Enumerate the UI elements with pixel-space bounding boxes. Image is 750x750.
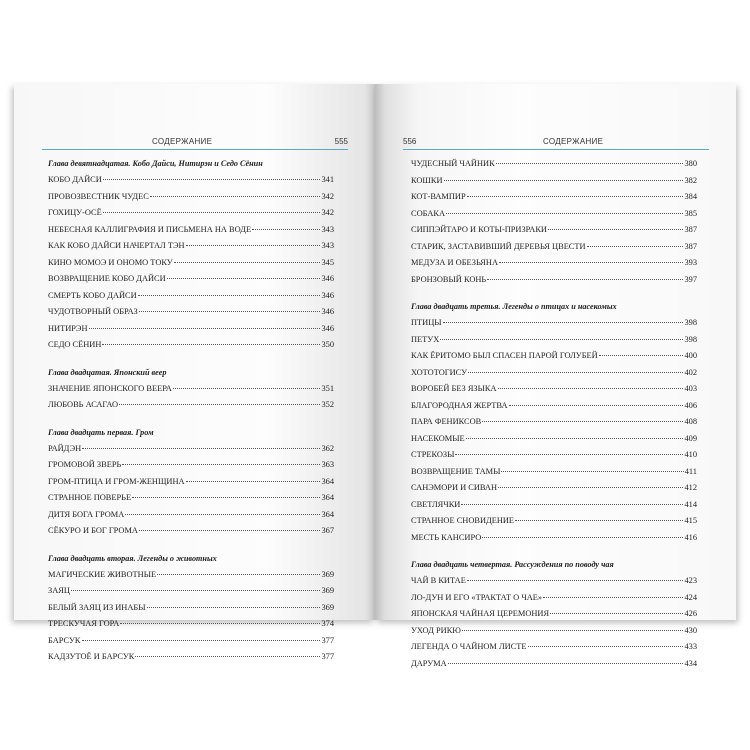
toc-entry-title: ДАРУМА [411,658,447,668]
toc-entry-page: 423 [684,576,697,585]
dot-leader [173,388,321,389]
toc-entry-page: 385 [684,208,697,218]
toc-entry-page: 393 [684,258,697,267]
section-gap [48,354,334,365]
toc-entry-page: 380 [684,159,697,168]
dot-leader [461,504,683,505]
toc-entry-title: МЕДУЗА И ОБЕЗЬЯНА [411,258,498,267]
toc-entry-page: 346 [321,323,334,333]
dot-leader [515,520,683,521]
dot-leader [466,438,684,439]
toc-entry [411,206,697,223]
dot-leader [599,355,684,356]
toc-entry-page: 387 [684,225,697,234]
chapter-heading: Глава двадцать третья. Легенды о птицах и насекомых [411,302,617,311]
dot-leader [498,388,684,389]
toc-entry-title: САНЭМОРИ И СИВАН [411,483,498,492]
toc-entry-page: 374 [321,619,334,628]
toc-entry [48,457,334,474]
toc-entry-page: 346 [321,274,334,283]
toc-list-right [411,156,697,672]
toc-entry [48,649,334,666]
toc-entry-title: СЕДО СЁНИН [48,340,102,349]
toc-entry [411,639,697,656]
toc-entry [48,507,334,524]
toc-entry [411,590,697,607]
toc-entry-title: КОТ-ВАМПИР [411,192,466,201]
dot-leader [467,580,684,581]
toc-entry-page: 414 [684,499,697,509]
toc-entry-page: 430 [684,625,697,635]
dot-leader [135,656,320,657]
toc-entry-title: ПРОВОЗВЕСТНИК ЧУДЕС [48,191,149,201]
dot-leader [102,344,320,345]
running-title: СОДЕРЖАНИЕ [152,137,213,146]
dot-leader [548,229,683,230]
toc-entry [411,348,697,365]
toc-entry-page: 351 [321,383,334,393]
toc-entry [48,523,334,540]
toc-entry-title: БЕЛЫЙ ЗАЯЦ ИЗ ИНАБЫ [48,602,146,612]
page-number: 555 [334,137,348,146]
toc-entry [411,156,697,173]
toc-entry-title: БЛАГОРОДНАЯ ЖЕРТВА [411,400,508,410]
toc-entry [411,530,697,547]
dot-leader [443,322,684,323]
dot-leader [440,339,683,340]
dot-leader [467,196,684,197]
dot-leader [550,613,683,614]
toc-entry-title: НИТИРЭН [48,323,88,333]
toc-entry [411,381,697,398]
toc-entry-page: 387 [684,241,697,251]
toc-entry-title: ЗНАЧЕНИЕ ЯПОНСКОГО ВЕЕРА [48,383,172,393]
toc-entry [411,365,697,382]
toc-entry [411,315,697,332]
toc-entry [48,474,334,491]
toc-entry [411,447,697,464]
dot-leader [139,311,321,312]
toc-entry-page: 346 [321,307,334,316]
toc-entry-title: ВОЗВРАЩЕНИЕ КОБО ДАЙСИ [48,274,166,283]
dot-leader [499,262,683,263]
dot-leader [103,179,321,180]
toc-entry-title: КИНО МОМОЭ И ОНОМО ТОКУ [48,257,173,267]
toc-entry-title: ЯПОНСКАЯ ЧАЙНАЯ ЦЕРЕМОНИЯ [411,609,550,618]
toc-entry-page: 412 [684,483,697,492]
toc-entry-page: 416 [684,532,697,542]
toc-entry-page: 384 [684,192,697,201]
dot-leader [186,245,321,246]
toc-entry [48,381,334,398]
toc-entry-page: 341 [321,175,334,184]
section-gap [48,540,334,551]
toc-entry-page: 382 [684,175,697,185]
dot-leader [138,295,321,296]
toc-entry-page: 415 [684,516,697,525]
toc-entry-page: 343 [321,224,334,234]
toc-entry [48,337,334,354]
toc-entry-title: УХОД РИКЮ [411,625,461,635]
toc-entry-title: СВЕТЛЯЧКИ [411,499,461,509]
toc-entry [411,189,697,206]
toc-entry-page: 402 [684,367,697,377]
toc-entry-title: ПТИЦЫ [411,318,442,327]
toc-entry [48,304,334,321]
toc-entry-title: МАГИЧЕСКИЕ ЖИВОТНЫЕ [48,569,157,579]
toc-entry [48,255,334,272]
toc-entry-title: СТАРИК, ЗАСТАВИВШИЙ ДЕРЕВЬЯ ЦВЕСТИ [411,241,586,251]
toc-entry-title: ЛЕГЕНДА О ЧАЙНОМ ЛИСТЕ [411,642,527,651]
toc-entry-page: 346 [321,290,334,300]
toc-entry-title: СМЕРТЬ КОБО ДАЙСИ [48,290,137,300]
toc-entry-page: 345 [321,257,334,267]
toc-entry-page: 364 [321,493,334,502]
dot-leader [498,487,683,488]
toc-entry-page: 364 [321,509,334,519]
toc-entry-title: РАЙДЭН [48,443,82,453]
toc-entry-title: ЛЮБОВЬ АСАГАО [48,400,119,409]
toc-entry [48,583,334,600]
toc-entry-page: 363 [321,460,334,469]
toc-entry-title: СИППЭЙТАРО И КОТЫ-ПРИЗРАКИ [411,225,547,234]
dot-leader [482,537,683,538]
toc-entry [411,255,697,272]
toc-entry-page: 369 [321,586,334,595]
toc-entry [48,288,334,305]
toc-entry-title: ГРОМОВОЙ ЗВЕРЬ [48,460,122,469]
dot-leader [444,180,684,181]
toc-entry-title: КАДЗУТОЁ И БАРСУК [48,652,135,661]
toc-entry [48,172,334,189]
toc-entry [411,606,697,623]
toc-entry-page: 367 [321,526,334,535]
toc-entry [48,205,334,222]
toc-entry-title: ВОЗВРАЩЕНИЕ ТАМЫ [411,466,501,476]
toc-entry-title: СЁКУРО И БОГ ГРОМА [48,526,138,535]
toc-entry [48,189,334,206]
toc-entry-page: 377 [321,652,334,661]
toc-entry-title: СОБАКА [411,208,446,218]
toc-entry-title: ЛО-ДУН И ЕГО «ТРАКТАТ О ЧАЕ» [411,592,543,602]
toc-entry-page: 362 [321,443,334,453]
dot-leader [543,597,683,598]
chapter-heading: Глава двадцатая. Японский веер [48,367,167,377]
toc-entry [411,431,697,448]
toc-entry [48,222,334,239]
dot-leader [132,497,320,498]
toc-entry [411,497,697,514]
dot-leader [446,213,683,214]
toc-entry-title: МЕСТЬ КАНСИРО [411,532,482,542]
toc-entry-page: 342 [321,208,334,217]
dot-leader [139,530,320,531]
toc-entry-page: 403 [684,384,697,393]
dot-leader [122,464,320,465]
toc-entry-title: КОШКИ [411,175,443,185]
right-page [375,84,736,668]
dot-leader [119,404,320,405]
toc-entry [411,332,697,349]
dot-leader [496,163,684,164]
chapter-heading: Глава двадцать вторая. Легенды о животных [48,553,217,563]
toc-entry [411,272,697,289]
toc-entry [411,623,697,640]
toc-entry-title: ЗАЯЦ [48,586,70,595]
dot-leader [147,607,321,608]
toc-entry-page: 408 [684,417,697,426]
toc-entry [411,239,697,256]
toc-entry [411,398,697,415]
toc-entry-page: 352 [321,400,334,409]
chapter-heading: Глава двадцать первая. Гром [48,427,154,437]
toc-entry-title: ГРОМ-ПТИЦА И ГРОМ-ЖЕНЩИНА [48,476,185,486]
toc-entry-page: 424 [684,592,697,602]
toc-entry-title: БАРСУК [48,635,81,645]
dot-leader [167,278,321,279]
dot-leader [487,279,683,280]
toc-entry [48,238,334,255]
section-gap [411,288,697,299]
dot-leader [120,623,320,624]
toc-entry-title: КАК КОБО ДАЙСИ НАЧЕРТАЛ ТЭН [48,241,185,250]
left-page [14,84,375,661]
toc-entry-page: 369 [321,569,334,579]
toc-entry-title: КОБО ДАЙСИ [48,175,102,184]
section-gap [48,414,334,425]
toc-entry-title: ДИТЯ БОГА ГРОМА [48,509,125,519]
toc-entry-page: 426 [684,609,697,618]
toc-entry-title: ЧУДОТВОРНЫЙ ОБРАЗ [48,307,138,316]
toc-entry-title: ГОХИЦУ-ОСЁ [48,208,102,217]
toc-entry-title: НЕБЕСНАЯ КАЛЛИГРАФИЯ И ПИСЬМЕНА НА ВОДЕ [48,224,252,234]
running-title: СОДЕРЖАНИЕ [543,137,604,146]
toc-entry [411,414,697,431]
dot-leader [82,448,320,449]
section-gap [411,546,697,557]
toc-entry-title: КАК ЁРИТОМО БЫЛ СПАСЕН ПАРОЙ ГОЛУБЕЙ [411,351,598,360]
open-book [14,84,736,668]
toc-entry-page: 377 [321,635,334,645]
dot-leader [448,663,684,664]
toc-entry-title: ПАРА ФЕНИКСОВ [411,417,482,426]
dot-leader [462,630,684,631]
toc-entry-page: 397 [684,274,697,284]
toc-entry-page: 400 [684,351,697,360]
dot-leader [125,514,320,515]
toc-entry [48,397,334,414]
toc-entry-title: ХОТОТОГИСУ [411,367,468,377]
toc-entry-page: 433 [684,642,697,651]
dot-leader [71,590,321,591]
toc-entry-page: 342 [321,191,334,201]
dot-leader [150,196,321,197]
toc-entry-title: ВОРОБЕЙ БЕЗ ЯЗЫКА [411,384,497,393]
toc-entry [48,633,334,650]
toc-entry [48,271,334,288]
dot-leader [455,454,683,455]
dot-leader [103,212,321,213]
toc-entry-page: 350 [321,340,334,349]
toc-entry-page: 406 [684,400,697,410]
right-page-header [403,136,709,150]
toc-entry [411,464,697,481]
toc-entry-page: 411 [684,466,697,476]
toc-entry-title: ЧУДЕСНЫЙ ЧАЙНИК [411,159,495,168]
toc-entry-title: БРОНЗОВЫЙ КОНЬ [411,274,487,284]
toc-entry-page: 343 [321,241,334,250]
toc-entry [48,490,334,507]
chapter-heading: Глава девятнадцатая. Кобо Дайси, Нитирэн и Седо Сёнин [48,159,263,168]
toc-entry-title: ЧАЙ В КИТАЕ [411,576,466,585]
dot-leader [509,405,684,406]
dot-leader [528,646,684,647]
chapter-heading: Глава двадцать четвертая. Рассуждения по поводу чая [411,560,614,569]
toc-entry-title: СТРЕКОЗЫ [411,450,455,459]
toc-entry [48,441,334,458]
toc-entry-page: 369 [321,602,334,612]
toc-entry-title: ТРЕСКУЧАЯ ГОРА [48,619,120,628]
toc-entry-page: 364 [321,476,334,486]
dot-leader [587,246,684,247]
toc-entry [48,600,334,617]
toc-entry-page: 398 [684,318,697,327]
toc-entry [411,573,697,590]
toc-entry-title: ПЕТУХ [411,334,440,344]
toc-entry-page: 410 [684,450,697,459]
dot-leader [82,640,321,641]
dot-leader [252,229,320,230]
toc-entry [48,567,334,584]
left-page-header [42,136,348,150]
dot-leader [174,262,321,263]
dot-leader [89,328,321,329]
toc-entry [411,173,697,190]
page-number: 556 [403,137,417,146]
toc-entry [411,480,697,497]
header-rule [403,149,709,150]
toc-entry [411,222,697,239]
toc-entry-page: 398 [684,334,697,344]
toc-list-left [48,156,334,666]
toc-entry [48,616,334,633]
toc-entry-page: 409 [684,433,697,443]
book-gutter [365,84,385,620]
toc-entry [411,513,697,530]
dot-leader [468,372,683,373]
dot-leader [482,421,683,422]
toc-entry-page: 434 [684,658,697,668]
header-rule [42,149,348,150]
toc-entry-title: СТРАННОЕ СНОВИДЕНИЕ [411,516,515,525]
toc-entry [411,656,697,673]
toc-entry-title: СТРАННОЕ ПОВЕРЬЕ [48,493,132,502]
dot-leader [501,471,683,472]
toc-entry-title: НАСЕКОМЫЕ [411,433,465,443]
toc-entry [48,321,334,338]
dot-leader [186,481,321,482]
dot-leader [157,574,320,575]
